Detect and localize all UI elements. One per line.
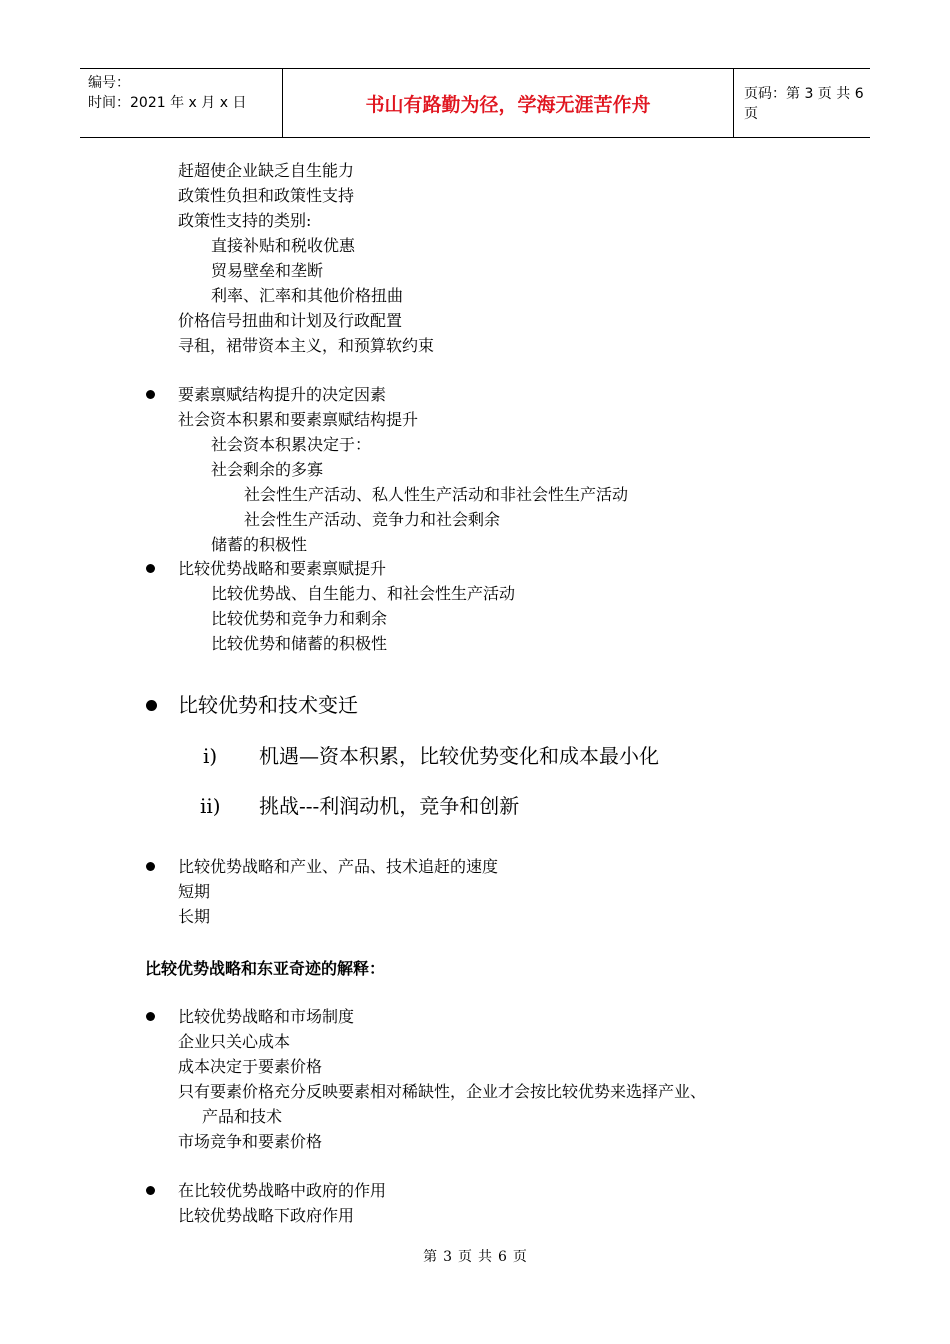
document-time-label: 时间：2021 年 x 月 x 日 (88, 95, 247, 111)
page-header (80, 68, 870, 138)
page-footer (0, 1246, 950, 1266)
text-line: 直接补贴和税收优惠 (211, 236, 356, 255)
header-meta (80, 69, 282, 137)
bullet-icon (146, 564, 155, 573)
footer-page-number: 3 (443, 1249, 452, 1265)
text-line: 社会资本积累决定于： (211, 435, 372, 454)
text-line: 成本决定于要素价格 (178, 1057, 323, 1076)
footer-gong: 共 (478, 1249, 492, 1265)
text-line: 比较优势和储蓄的积极性 (211, 634, 388, 653)
text-line: 只有要素价格充分反映要素相对稀缺性，企业才会按比较优势来选择产业、 (178, 1082, 707, 1101)
text-line: 贸易壁垒和垄断 (211, 261, 324, 280)
roman-numeral: i) (203, 744, 218, 768)
text-line: 长期 (178, 907, 211, 926)
text-line: 社会资本积累和要素禀赋结构提升 (178, 410, 419, 429)
bullet-icon (146, 862, 155, 871)
header-motto: 书山有路勤为径，学海无涯苦作舟 (282, 69, 734, 137)
section-heading: 比较优势战略和东亚奇迹的解释： (145, 959, 386, 978)
text-line: 企业只关心成本 (178, 1032, 291, 1051)
document-number-label: 编号： (88, 75, 130, 91)
text-line: 价格信号扭曲和计划及行政配置 (178, 311, 403, 330)
text-line: 社会性生产活动、竞争力和社会剩余 (244, 510, 501, 529)
footer-di: 第 (423, 1249, 438, 1265)
text-line: 政策性支持的类别: (178, 211, 312, 230)
bullet-item: 比较优势战略和产业、产品、技术追赶的速度 (178, 857, 499, 876)
bullet-icon (146, 700, 157, 711)
bullet-item: 比较优势战略和要素禀赋提升 (178, 559, 387, 578)
text-line: 社会性生产活动、私人性生产活动和非社会性生产活动 (244, 485, 629, 504)
text-line: 市场竞争和要素价格 (178, 1132, 323, 1151)
footer-total-pages: 6 (498, 1249, 507, 1265)
text-line: 比较优势和竞争力和剩余 (211, 609, 388, 628)
bullet-item: 比较优势战略和市场制度 (178, 1007, 355, 1026)
footer-ye: 页 (512, 1249, 527, 1265)
text-line: 政策性负担和政策性支持 (178, 186, 355, 205)
bullet-icon (146, 1012, 155, 1021)
bullet-item: 比较优势和技术变迁 (178, 693, 358, 717)
bullet-item: 要素禀赋结构提升的决定因素 (178, 385, 387, 404)
text-line: 产品和技术 (202, 1107, 283, 1126)
footer-ye: 页 (458, 1249, 472, 1265)
roman-numeral: ii) (200, 794, 221, 818)
text-line: 利率、汇率和其他价格扭曲 (211, 286, 404, 305)
header-page-label: 页码：第 3 页 共 6 页 (744, 86, 864, 122)
text-line: 挑战---利润动机，竞争和创新 (259, 794, 520, 818)
text-line: 机遇—资本积累，比较优势变化和成本最小化 (259, 744, 659, 768)
bullet-item: 在比较优势战略中政府的作用 (178, 1181, 387, 1200)
text-line: 短期 (178, 882, 211, 901)
text-line: 社会剩余的多寡 (211, 460, 324, 479)
text-line: 寻租，裙带资本主义，和预算软约束 (178, 336, 435, 355)
text-line: 赶超使企业缺乏自生能力 (178, 161, 355, 180)
text-line: 储蓄的积极性 (211, 535, 308, 554)
bullet-icon (146, 1186, 155, 1195)
text-line: 比较优势战、自生能力、和社会性生产活动 (211, 584, 516, 603)
bullet-icon (146, 390, 155, 399)
text-line: 比较优势战略下政府作用 (178, 1206, 355, 1225)
